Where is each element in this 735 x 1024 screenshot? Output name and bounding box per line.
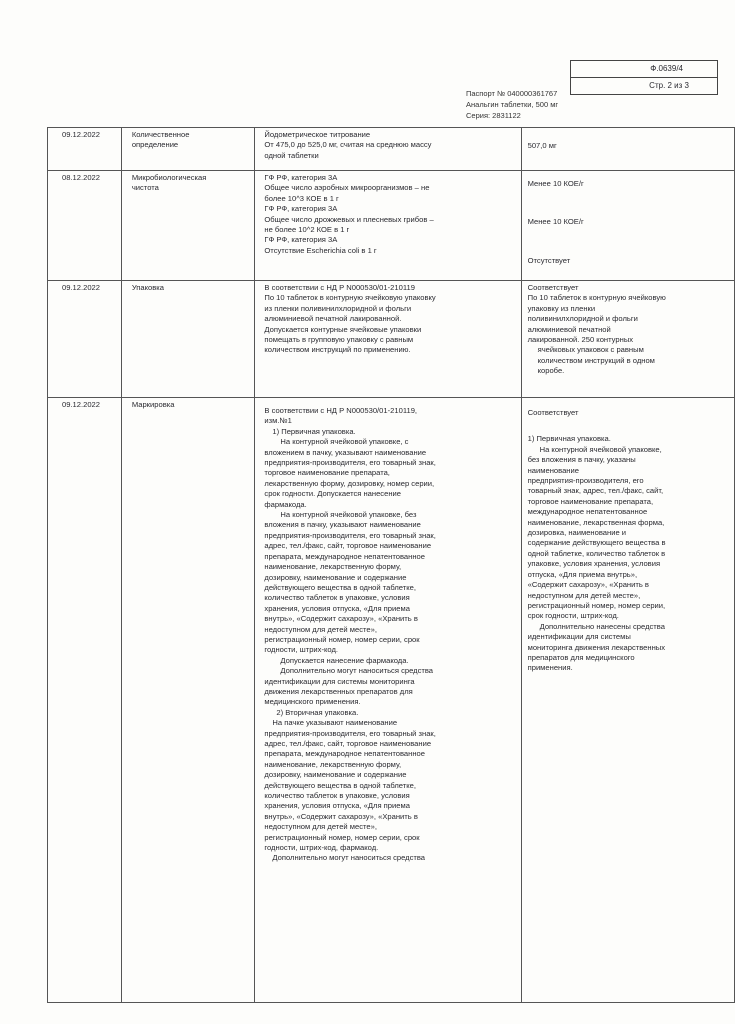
- test-name-cell: Упаковка: [121, 281, 255, 398]
- date-cell: 09.12.2022: [48, 398, 122, 1003]
- table-row: [48, 281, 735, 398]
- result-cell: Соответствует По 10 таблеток в контурную ячейковую упаковку из пленки поливинилхлоридной и фольги алюминиевой печатной лакированной. 250 контурных ячейковых упаковок с равным количеством инструкций в одном коробе.: [521, 281, 734, 398]
- page-number: Стр. 2 из 3: [649, 81, 689, 90]
- result-cell: 507,0 мг: [521, 128, 734, 171]
- requirement-cell: Йодометрическое титрование От 475,0 до 525,0 мг, считая на среднюю массу одной таблетки: [255, 128, 521, 171]
- table-row: [48, 128, 735, 171]
- result-cell: Менее 10 КОЕ/г Менее 10 КОЕ/г Отсутствует: [521, 171, 734, 281]
- passport-number: Паспорт № 040000361767: [466, 89, 558, 98]
- form-code: Ф.0639/4: [571, 61, 717, 78]
- test-name-cell: Маркировка: [121, 398, 255, 1003]
- result-cell: Соответствует 1) Первичная упаковка. На контурной ячейковой упаковке, без вложения в пачку, указаны наименование предприятия-производителя, его товарный знак, адрес, тел./факс, сайт, торговое наименование препарата, международное непатентованное наименование, лекарственная форма, дозировка, наименование и содержание действующего вещества в одной таблетке, количество таблеток в упаковке, условия хранения, условия отпуска, «Для приема внутрь», «Содержит сахарозу», «Хранить в недоступном для детей месте», регистрационный номер, номер серии, срок годности, штрих-код. Дополнительно нанесены средства идентификации для системы мониторинга движения лекарственных препаратов для медицинского применения.: [521, 398, 734, 1003]
- test-name-cell: Микробиологическая чистота: [121, 171, 255, 281]
- table-row: [48, 171, 735, 281]
- passport-info: [466, 88, 558, 121]
- product-name: Анальгин таблетки, 500 мг: [466, 100, 559, 109]
- date-cell: 08.12.2022: [48, 171, 122, 281]
- table-row: [48, 398, 735, 1003]
- date-cell: 09.12.2022: [48, 281, 122, 398]
- series-number: Серия: 2831122: [466, 111, 521, 120]
- requirement-cell: ГФ РФ, категория 3А Общее число аэробных микроорганизмов – не более 10^3 КОЕ в 1 г ГФ РФ, категория 3А Общее число дрожжевых и плесневых грибов – не более 10^2 КОЕ в 1 г ГФ РФ, категория 3А Отсутствие Escherichia coli в 1 г: [255, 171, 521, 281]
- requirement-cell: В соответствии с НД Р N000530/01-210119, изм.№1 1) Первичная упаковка. На контурной ячейковой упаковке, с вложением в пачку, указывают наименование предприятия-производителя, его товарный знак, торговое наименование препарата, лекарственную форму, дозировку, номер серии, срок годности. Допускается нанесение фармакода. На контурной ячейковой упаковке, без вложения в пачку, указывают наименование предприятия-производителя, его товарный знак, адрес, тел./факс, сайт, торговое наименование препарата, международное непатентованное наименование, лекарственную форму, дозировку, наименование и содержание действующего вещества в одной таблетке, количество таблеток в упаковке, условия хранения, условия отпуска, «Для приема внутрь», «Содержит сахарозу», «Хранить в недоступном для детей месте», регистрационный номер, номер серии, срок годности, штрих-код. Допускается нанесение фармакода. Дополнительно могут наноситься средства идентификации для системы мониторинга движения лекарственных препаратов для медицинского применения. 2) Вторичная упаковка. На пачке указывают наименование предприятия-производителя, его товарный знак, адрес, тел./факс, сайт, торговое наименование препарата, международное непатентованное наименование, лекарственную форму, дозировку, наименование и содержание действующего вещества в одной таблетке, количество таблеток в упаковке, условия хранения, условия отпуска, «Для приема внутрь», «Содержит сахарозу», «Хранить в недоступном для детей месте», регистрационный номер, номер серии, срок годности, штрих-код, фармакод. Дополнительно могут наноситься средства: [255, 398, 521, 1003]
- requirement-cell: В соответствии с НД Р N000530/01-210119 По 10 таблеток в контурную ячейковую упаковку из пленки поливинилхлоридной и фольги алюминиевой печатной лакированной. Допускается контурные ячейковые упаковки помещать в групповую упаковку с равным количеством инструкций по применению.: [255, 281, 521, 398]
- test-results-table: [47, 127, 735, 1003]
- form-code-box: [570, 60, 718, 95]
- date-cell: 09.12.2022: [48, 128, 122, 171]
- test-name-cell: Количественное определение: [121, 128, 255, 171]
